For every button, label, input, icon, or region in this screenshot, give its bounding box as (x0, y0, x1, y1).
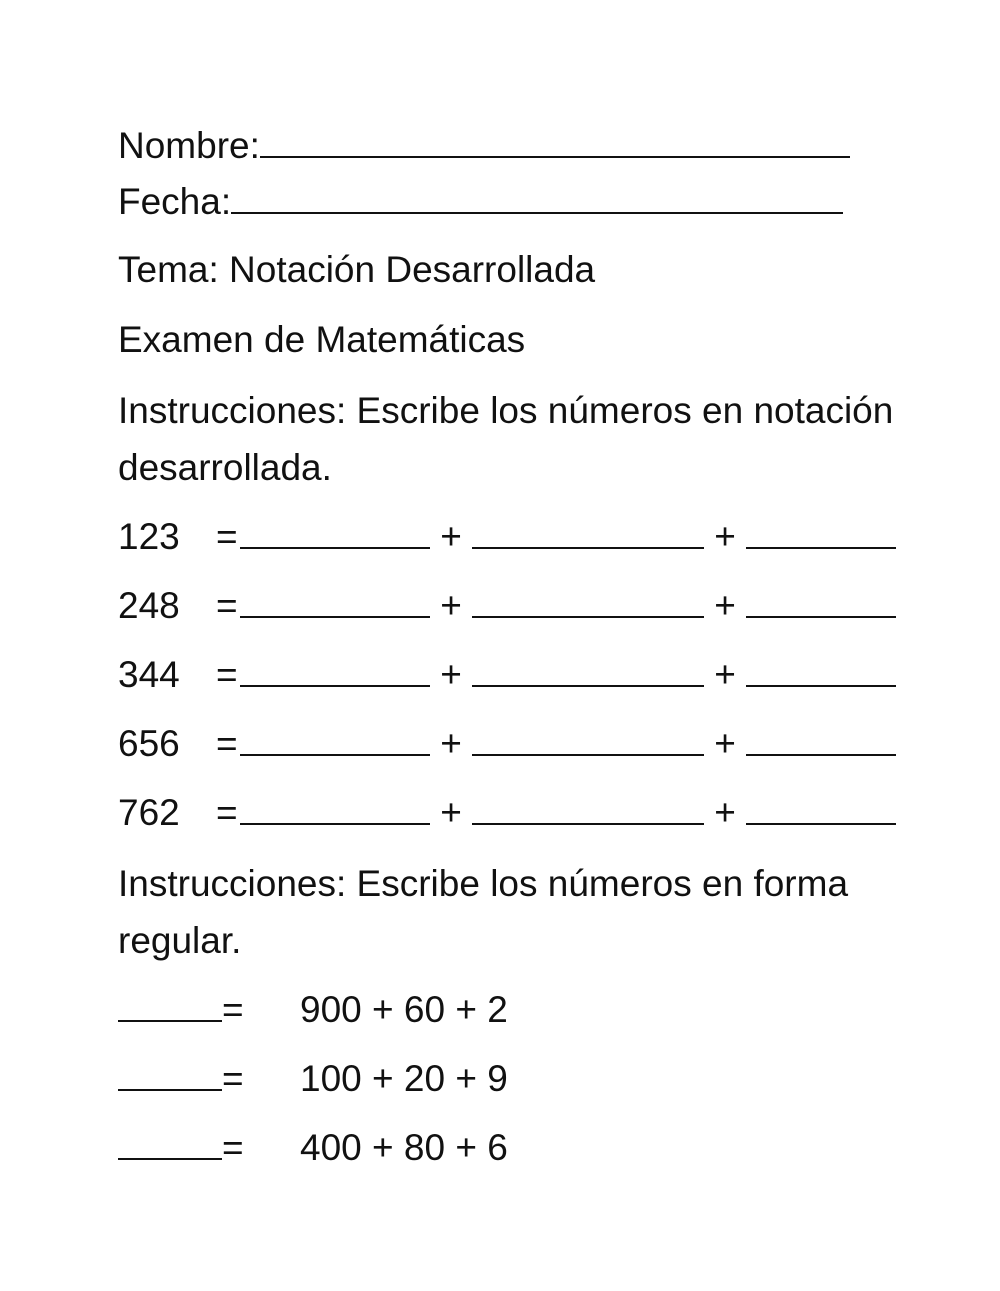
regular-row (118, 982, 918, 1038)
hundreds-blank[interactable] (240, 684, 430, 687)
ones-blank[interactable] (746, 753, 896, 756)
equals-sign: = (222, 1127, 244, 1168)
name-label: Nombre: (118, 125, 260, 166)
tens-blank[interactable] (472, 546, 704, 549)
plus-sign: + (440, 585, 462, 626)
equals-sign: = (216, 654, 238, 695)
number: 344 (118, 654, 180, 695)
equals-sign: = (216, 585, 238, 626)
name-blank[interactable] (260, 155, 850, 158)
hundreds-blank[interactable] (240, 546, 430, 549)
ones-blank[interactable] (746, 822, 896, 825)
regular-row (118, 1120, 918, 1176)
expanded-row (118, 716, 918, 772)
answer-blank[interactable] (118, 1019, 222, 1022)
exam-title: Examen de Matemáticas (118, 319, 526, 360)
tens-blank[interactable] (472, 615, 704, 618)
plus-sign: + (714, 654, 736, 695)
plus-sign: + (440, 516, 462, 557)
tens-blank[interactable] (472, 822, 704, 825)
equals-sign: = (216, 516, 238, 557)
ones-blank[interactable] (746, 615, 896, 618)
date-blank[interactable] (231, 211, 843, 214)
number: 123 (118, 516, 180, 557)
equals-sign: = (216, 792, 238, 833)
expanded-row (118, 785, 918, 841)
plus-sign: + (440, 723, 462, 764)
expanded-row (118, 647, 918, 703)
worksheet (118, 118, 918, 1176)
plus-sign: + (440, 654, 462, 695)
ones-blank[interactable] (746, 684, 896, 687)
plus-sign: + (714, 792, 736, 833)
hundreds-blank[interactable] (240, 615, 430, 618)
date-label: Fecha: (118, 181, 232, 222)
topic: Tema: Notación Desarrollada (118, 249, 596, 290)
name-line (118, 118, 918, 174)
ones-blank[interactable] (746, 546, 896, 549)
plus-sign: + (714, 516, 736, 557)
hundreds-blank[interactable] (240, 822, 430, 825)
tens-blank[interactable] (472, 753, 704, 756)
plus-sign: + (714, 585, 736, 626)
instructions-regular: Instrucciones: Escribe los números en forma regular. (118, 863, 849, 961)
answer-blank[interactable] (118, 1157, 222, 1160)
number: 762 (118, 792, 180, 833)
tens-blank[interactable] (472, 684, 704, 687)
number: 656 (118, 723, 180, 764)
expanded-expression: 400 + 80 + 6 (300, 1127, 508, 1168)
answer-blank[interactable] (118, 1088, 222, 1091)
date-line (118, 174, 918, 230)
plus-sign: + (714, 723, 736, 764)
number: 248 (118, 585, 180, 626)
hundreds-blank[interactable] (240, 753, 430, 756)
expanded-expression: 900 + 60 + 2 (300, 989, 508, 1030)
expanded-expression: 100 + 20 + 9 (300, 1058, 508, 1099)
expanded-row (118, 509, 918, 565)
expanded-row (118, 578, 918, 634)
plus-sign: + (440, 792, 462, 833)
instructions-expanded: Instrucciones: Escribe los números en notación desarrollada. (118, 390, 894, 488)
equals-sign: = (222, 1058, 244, 1099)
regular-row (118, 1051, 918, 1107)
equals-sign: = (216, 723, 238, 764)
equals-sign: = (222, 989, 244, 1030)
